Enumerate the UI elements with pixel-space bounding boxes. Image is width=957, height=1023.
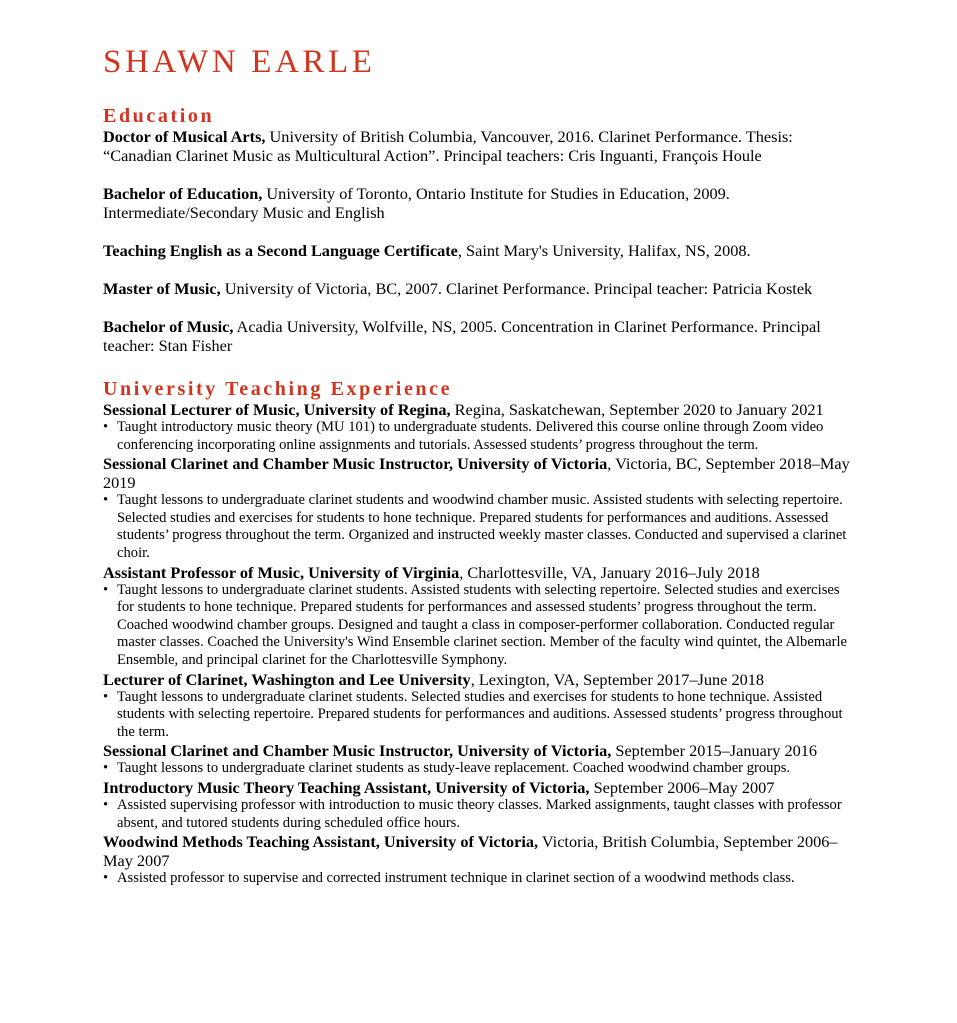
bullet-icon: • xyxy=(103,870,109,887)
bullet-icon: • xyxy=(103,796,109,813)
job-entry xyxy=(103,454,863,562)
experience-section-title: University Teaching Experience xyxy=(103,378,453,400)
job-role: Sessional Clarinet and Chamber Music Instructor, University of Victoria xyxy=(103,454,608,474)
degree-name: Bachelor of Music, xyxy=(103,317,234,336)
degree-details: University of Victoria, BC, 2007. Clarinet Performance. Principal teacher: Patricia Kostek xyxy=(220,279,813,298)
bullet-icon: • xyxy=(103,419,109,435)
job-bullets xyxy=(103,582,863,670)
education-list xyxy=(103,127,863,355)
resume-name: SHAWN EARLE xyxy=(103,44,376,80)
degree-name: Master of Music, xyxy=(103,279,221,298)
bullet-icon: • xyxy=(103,760,109,777)
job-bullet xyxy=(103,760,853,778)
degree-name: Bachelor of Education, xyxy=(103,184,263,203)
bullet-icon: • xyxy=(103,581,109,598)
job-bullets xyxy=(103,492,863,562)
bullet-icon: • xyxy=(103,492,109,509)
job-details: , Lexington, VA, September 2017–June 2018 xyxy=(470,669,765,689)
job-bullet-text: Taught lessons to undergraduate clarinet students and woodwind chamber music. Assisted students with selecting repertoire. Selected studies and exercises for students to hone technique. Prepared students for performances and auditions. Assessed students’ progress throughout the term. Organized and instructed weekly master classes. Conducted and supervised a clarinet choir. xyxy=(117,492,847,561)
degree-details: Acadia University, Wolfville, NS, 2005. Concentration in Clarinet Performance. Principal teacher: Stan Fisher xyxy=(103,317,821,355)
job-details: , Victoria, BC, September 2018–May 2019 xyxy=(103,454,850,493)
job-bullet-text: Taught introductory music theory (MU 101) to undergraduate students. Delivered this course online through Zoom video conferencing incorporating online assignments and tutorials. Assessed students’ progress throughout the term. xyxy=(117,419,824,453)
education-section-title: Education xyxy=(103,105,215,127)
job-bullet-text: Taught lessons to undergraduate clarinet students. Selected studies and exercises for students to hone technique. Assisted students with selecting repertoire. Prepared students for performances and auditions. Assessed students’ progress throughout the term. xyxy=(117,688,843,740)
job-role: Introductory Music Theory Teaching Assistant, University of Victoria, xyxy=(103,777,590,797)
job-bullet xyxy=(103,419,853,454)
job-role: Assistant Professor of Music, University of Virginia xyxy=(103,562,460,582)
job-heading xyxy=(103,670,853,689)
job-entry xyxy=(103,778,863,832)
education-entry xyxy=(103,279,863,298)
job-bullet xyxy=(103,797,853,832)
job-bullets xyxy=(103,419,863,454)
job-role: Sessional Clarinet and Chamber Music Instructor, University of Victoria, xyxy=(103,741,612,761)
job-details: September 2006–May 2007 xyxy=(589,777,775,797)
job-details: Regina, Saskatchewan, September 2020 to January 2021 xyxy=(450,400,824,419)
education-entry xyxy=(103,127,863,165)
job-heading xyxy=(103,778,853,797)
job-bullets xyxy=(103,760,863,778)
degree-details: University of Toronto, Ontario Institute for Studies in Education, 2009. Intermediate/Secondary Music and English xyxy=(103,184,730,222)
job-details: , Charlottesville, VA, January 2016–July 2018 xyxy=(459,562,760,582)
job-bullets xyxy=(103,689,863,742)
job-role: Woodwind Methods Teaching Assistant, University of Victoria, xyxy=(103,832,539,852)
degree-name: Doctor of Musical Arts, xyxy=(103,127,266,146)
job-heading xyxy=(103,832,853,870)
job-entry xyxy=(103,400,863,454)
job-entry xyxy=(103,741,863,778)
degree-details: , Saint Mary's University, Halifax, NS, 2008. xyxy=(457,241,751,260)
job-bullet-text: Assisted supervising professor with introduction to music theory classes. Marked assignments, taught classes with professor absent, and tutored students during scheduled office hours. xyxy=(117,796,842,831)
job-heading xyxy=(103,400,853,419)
education-entry xyxy=(103,317,863,355)
job-heading xyxy=(103,741,853,760)
bullet-icon: • xyxy=(103,688,109,705)
job-bullet xyxy=(103,582,853,670)
job-heading xyxy=(103,563,853,582)
job-bullet xyxy=(103,870,853,888)
job-role: Lecturer of Clarinet, Washington and Lee University xyxy=(103,669,471,689)
experience-list xyxy=(103,400,863,888)
job-bullet-text: Taught lessons to undergraduate clarinet students. Assisted students with selecting repertoire. Selected studies and exercises for students to hone technique. Prepared students for performances and assessed students’ progress throughout the term. Coached woodwind chamber groups. Designed and taught a class in composer-performer collaboration. Conducted regular master classes. Coached the University's Wind Ensemble clarinet section. Member of the faculty wind quintet, the Albemarle Ensemble, and principal clarinet for the Charlottesville Symphony. xyxy=(117,581,848,668)
job-details: September 2015–January 2016 xyxy=(611,741,818,761)
degree-details: University of British Columbia, Vancouver, 2016. Clarinet Performance. Thesis: “Canadian Clarinet Music as Multicultural Action”. Principal teachers: Cris Inguanti, François Houle xyxy=(103,127,793,165)
degree-name: Teaching English as a Second Language Certificate xyxy=(103,241,458,260)
job-heading xyxy=(103,454,853,492)
job-details: Victoria, British Columbia, September 2006–May 2007 xyxy=(103,832,838,871)
job-entry xyxy=(103,670,863,742)
job-bullet xyxy=(103,689,853,742)
education-entry xyxy=(103,241,863,260)
job-entry xyxy=(103,832,863,888)
job-bullet-text: Taught lessons to undergraduate clarinet students as study-leave replacement. Coached woodwind chamber groups. xyxy=(117,760,791,777)
job-bullets xyxy=(103,870,863,888)
job-role: Sessional Lecturer of Music, University of Regina, xyxy=(103,400,451,419)
education-entry xyxy=(103,184,863,222)
job-bullet-text: Assisted professor to supervise and corrected instrument technique in clarinet section of a woodwind methods class. xyxy=(117,870,795,887)
job-bullet xyxy=(103,492,853,562)
job-bullets xyxy=(103,797,863,832)
job-entry xyxy=(103,563,863,670)
